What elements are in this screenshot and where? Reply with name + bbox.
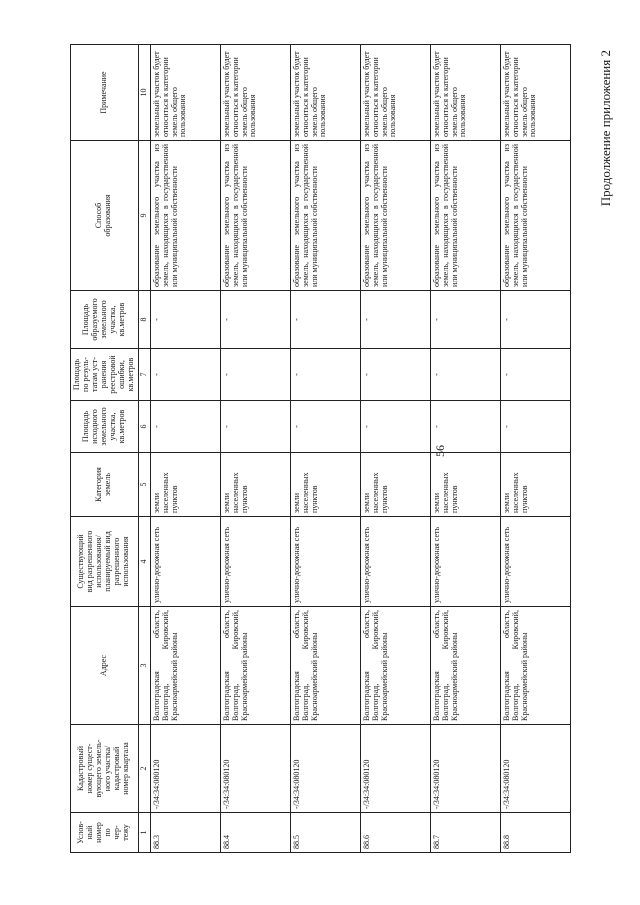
cell-note: земельный участок будет относиться к категории земель общего пользования bbox=[220, 45, 290, 141]
table-row bbox=[360, 45, 430, 853]
cell-new-area: - bbox=[360, 291, 430, 349]
column-number: 1 bbox=[138, 813, 150, 853]
cell-formation-method: образование земельного участка из земель, находящихся в государственной или муниципальной собственности bbox=[430, 141, 500, 291]
cell-new-area: - bbox=[220, 291, 290, 349]
cell-note: земельный участок будет относиться к категории земель общего пользования bbox=[500, 45, 570, 141]
cell-permitted-use: улично-дорожная сеть bbox=[360, 517, 430, 607]
cell-address: Волгоградская область, Волгоград, Кировский, Красноармейский районы bbox=[290, 607, 360, 725]
cell-row-number: 88.3 bbox=[150, 813, 220, 853]
cell-land-category: земли населенных пунктов bbox=[220, 453, 290, 517]
cell-corrected-area: - bbox=[220, 349, 290, 401]
cell-permitted-use: улично-дорожная сеть bbox=[220, 517, 290, 607]
header-cell: Категория земель bbox=[71, 453, 139, 517]
cell-cadastral-number: -/34:34:080120 bbox=[360, 725, 430, 813]
cell-address: Волгоградская область, Волгоград, Кировский, Красноармейский районы bbox=[150, 607, 220, 725]
table-row bbox=[430, 45, 500, 853]
cell-land-category: земли населенных пунктов bbox=[360, 453, 430, 517]
table-row bbox=[220, 45, 290, 853]
cell-row-number: 88.5 bbox=[290, 813, 360, 853]
column-number: 4 bbox=[138, 517, 150, 607]
header-cell: Адрес bbox=[71, 607, 139, 725]
cell-source-area: - bbox=[360, 401, 430, 453]
header-cell: Услов- ный номер по чер- тежу bbox=[71, 813, 139, 853]
cell-new-area: - bbox=[290, 291, 360, 349]
cell-cadastral-number: -/34:34:080120 bbox=[430, 725, 500, 813]
cell-cadastral-number: -/34:34:080120 bbox=[150, 725, 220, 813]
cell-source-area: - bbox=[150, 401, 220, 453]
cell-land-category: земли населенных пунктов bbox=[290, 453, 360, 517]
header-cell: Существующий вид разрешенного использования/ планируемый вид разрешенного использования bbox=[71, 517, 139, 607]
cell-corrected-area: - bbox=[430, 349, 500, 401]
header-cell: Площадь образуемого земельного участка, кв.метров bbox=[71, 291, 139, 349]
cell-new-area: - bbox=[150, 291, 220, 349]
cell-note: земельный участок будет относиться к категории земель общего пользования bbox=[360, 45, 430, 141]
cell-note: земельный участок будет относиться к категории земель общего пользования bbox=[430, 45, 500, 141]
cell-new-area: - bbox=[500, 291, 570, 349]
cell-new-area: - bbox=[430, 291, 500, 349]
column-number: 10 bbox=[138, 45, 150, 141]
header-cell: Кадастровый номер сущест- вующего земель- ного участка/ кадастровый номер квартала bbox=[71, 725, 139, 813]
table-row bbox=[150, 45, 220, 853]
cell-corrected-area: - bbox=[360, 349, 430, 401]
column-number: 6 bbox=[138, 401, 150, 453]
cell-formation-method: образование земельного участка из земель, находящихся в государственной или муниципальной собственности bbox=[150, 141, 220, 291]
table-body bbox=[150, 45, 570, 853]
cell-address: Волгоградская область, Волгоград, Кировский, Красноармейский районы bbox=[500, 607, 570, 725]
cell-permitted-use: улично-дорожная сеть bbox=[430, 517, 500, 607]
column-number: 8 bbox=[138, 291, 150, 349]
cell-land-category: земли населенных пунктов bbox=[500, 453, 570, 517]
column-number: 9 bbox=[138, 141, 150, 291]
cell-address: Волгоградская область, Волгоград, Кировский, Красноармейский районы bbox=[430, 607, 500, 725]
column-number: 2 bbox=[138, 725, 150, 813]
header-cell: Примечание bbox=[71, 45, 139, 141]
cell-permitted-use: улично-дорожная сеть bbox=[500, 517, 570, 607]
cell-address: Волгоградская область, Волгоград, Кировский, Красноармейский районы bbox=[220, 607, 290, 725]
cell-permitted-use: улично-дорожная сеть bbox=[290, 517, 360, 607]
cell-land-category: земли населенных пунктов bbox=[430, 453, 500, 517]
appendix-caption: Продолжение приложения 2 bbox=[598, 50, 613, 207]
column-number: 7 bbox=[138, 349, 150, 401]
cell-source-area: - bbox=[430, 401, 500, 453]
cell-row-number: 88.4 bbox=[220, 813, 290, 853]
cell-cadastral-number: -/34:34:080120 bbox=[220, 725, 290, 813]
cell-source-area: - bbox=[290, 401, 360, 453]
cell-address: Волгоградская область, Волгоград, Кировский, Красноармейский районы bbox=[360, 607, 430, 725]
header-cell: Способ образования bbox=[71, 141, 139, 291]
header-cell: Площадь по резуль- татам уст- ранения реестровой ошибки, кв.метров bbox=[71, 349, 139, 401]
cell-corrected-area: - bbox=[500, 349, 570, 401]
cell-formation-method: образование земельного участка из земель, находящихся в государственной или муниципальной собственности bbox=[220, 141, 290, 291]
cell-formation-method: образование земельного участка из земель, находящихся в государственной или муниципальной собственности bbox=[500, 141, 570, 291]
table-row bbox=[290, 45, 360, 853]
cell-corrected-area: - bbox=[290, 349, 360, 401]
column-number: 5 bbox=[138, 453, 150, 517]
cell-cadastral-number: -/34:34:080120 bbox=[500, 725, 570, 813]
cell-note: земельный участок будет относиться к категории земель общего пользования bbox=[150, 45, 220, 141]
land-plots-table bbox=[70, 44, 571, 853]
table-row bbox=[500, 45, 570, 853]
cell-row-number: 88.6 bbox=[360, 813, 430, 853]
cell-formation-method: образование земельного участка из земель, находящихся в государственной или муниципальной собственности bbox=[290, 141, 360, 291]
cell-row-number: 88.7 bbox=[430, 813, 500, 853]
cell-source-area: - bbox=[220, 401, 290, 453]
column-number: 3 bbox=[138, 607, 150, 725]
column-number-row bbox=[138, 45, 150, 853]
cell-note: земельный участок будет относиться к категории земель общего пользования bbox=[290, 45, 360, 141]
header-row bbox=[71, 45, 139, 853]
page-number: 56 bbox=[433, 445, 447, 457]
cell-cadastral-number: -/34:34:080120 bbox=[290, 725, 360, 813]
cell-source-area: - bbox=[500, 401, 570, 453]
cell-row-number: 88.8 bbox=[500, 813, 570, 853]
cell-corrected-area: - bbox=[150, 349, 220, 401]
cell-formation-method: образование земельного участка из земель, находящихся в государственной или муниципальной собственности bbox=[360, 141, 430, 291]
cell-land-category: земли населенных пунктов bbox=[150, 453, 220, 517]
header-cell: Площадь исходного земельного участка, кв.метров bbox=[71, 401, 139, 453]
cell-permitted-use: улично-дорожная сеть bbox=[150, 517, 220, 607]
